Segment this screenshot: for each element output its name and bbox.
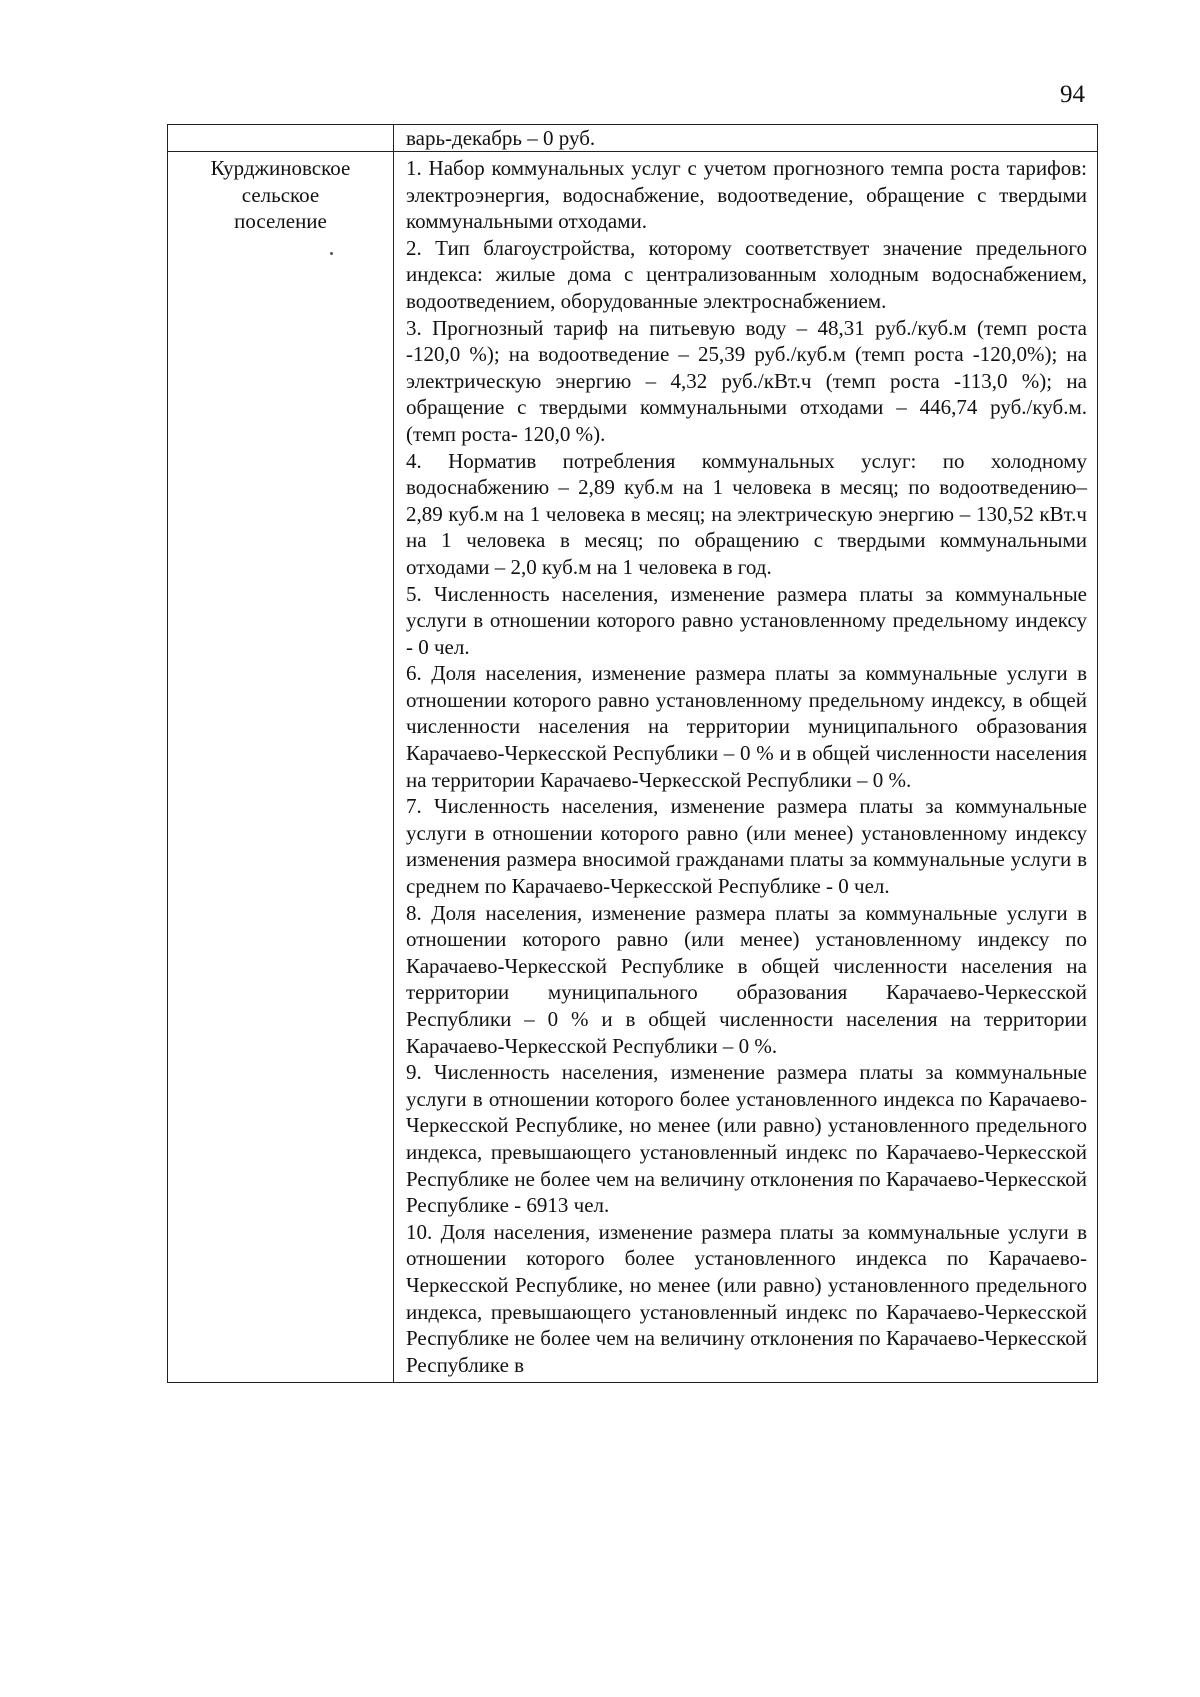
- table-row-settlement: [168, 152, 1098, 1383]
- indicator-item: 4. Норматив потребления коммунальных услуг: по холодному водоснабжению – 2,89 куб.м на 1 человека в месяц; по водоотведению– 2,89 куб.м на 1 человека в месяц; на электрическую энергию – 130,52 кВт.ч на 1 человека в месяц; по обращению с твердыми коммунальными отходами – 2,0 куб.м на 1 человека в год.: [406, 448, 1087, 579]
- settlement-name-line: поселение: [234, 209, 327, 233]
- empty-cell: [168, 125, 394, 152]
- indicator-item: 1. Набор коммунальных услуг с учетом прогнозного темпа роста тарифов: электроэнергия, водоснабжение, водоотведение, обращение с твердыми коммунальными отходами.: [406, 156, 1087, 234]
- indicator-item: 5. Численность населения, изменение размера платы за коммунальные услуги в отношении которого равно установленному предельному индексу - 0 чел.: [406, 581, 1087, 659]
- settlement-name-line: Курджиновское: [210, 156, 351, 180]
- page-number: 94: [1060, 81, 1085, 108]
- document-table: [167, 124, 1098, 1383]
- indicator-item: 7. Численность населения, изменение размера платы за коммунальные услуги в отношении которого равно (или менее) установленному индексу изменения размера вносимой гражданами платы за коммунальные услуги в среднем по Карачаево-Черкесской Республике - 0 чел.: [406, 794, 1087, 899]
- indicator-item: 2. Тип благоустройства, которому соответствует значение предельного индекса: жилые дома с централизованным холодным водоснабжением, водоотведением, оборудованные электроснабжением.: [406, 235, 1087, 313]
- indicator-item: 10. Доля населения, изменение размера платы за коммунальные услуги в отношении которого более установленного индекса по Карачаево-Черкесской Республике, но менее (или равно) установленного предельного индекса, превышающего установленный индекс по Карачаево-Черкесской Республике не более чем на величину отклонения по Карачаево-Черкесской Республике в: [406, 1219, 1087, 1377]
- settlement-name-cell: [168, 152, 394, 1383]
- indicator-item: 3. Прогнозный тариф на питьевую воду – 48,31 руб./куб.м (темп роста -120,0 %); на водоотведение – 25,39 руб./куб.м (темп роста -120,0%); на электрическую энергию – 4,32 руб./кВт.ч (темп роста -113,0 %); на обращение с твердыми коммунальными отходами – 446,74 руб./куб.м. (темп роста- 120,0 %).: [406, 315, 1087, 446]
- table-row-carry-over: [168, 125, 1098, 152]
- indicators-cell: [394, 152, 1098, 1383]
- scan-speck: [330, 252, 333, 255]
- indicator-item: 6. Доля населения, изменение размера платы за коммунальные услуги в отношении которого равно установленному предельному индексу, в общей численности населения на территории муниципального образования Карачаево-Черкесской Республики – 0 % и в общей численности населения на территории Карачаево-Черкесской Республики – 0 %.: [406, 661, 1087, 792]
- indicator-item: 9. Численность населения, изменение размера платы за коммунальные услуги в отношении которого более установленного индекса по Карачаево-Черкесской Республике, но менее (или равно) установленного предельного индекса, превышающего установленный индекс по Карачаево-Черкесской Республике не более чем на величину отклонения по Карачаево-Черкесской Республике - 6913 чел.: [406, 1060, 1087, 1218]
- indicator-item: 8. Доля населения, изменение размера платы за коммунальные услуги в отношении которого равно (или менее) установленному индексу по Карачаево-Черкесской Республике в общей численности населения на территории муниципального образования Карачаево-Черкесской Республики – 0 % и в общей численности населения на территории Карачаево-Черкесской Республики – 0 %.: [406, 900, 1087, 1058]
- carry-over-text: варь-декабрь – 0 руб.: [394, 125, 1098, 152]
- settlement-name-line: сельское: [241, 182, 320, 207]
